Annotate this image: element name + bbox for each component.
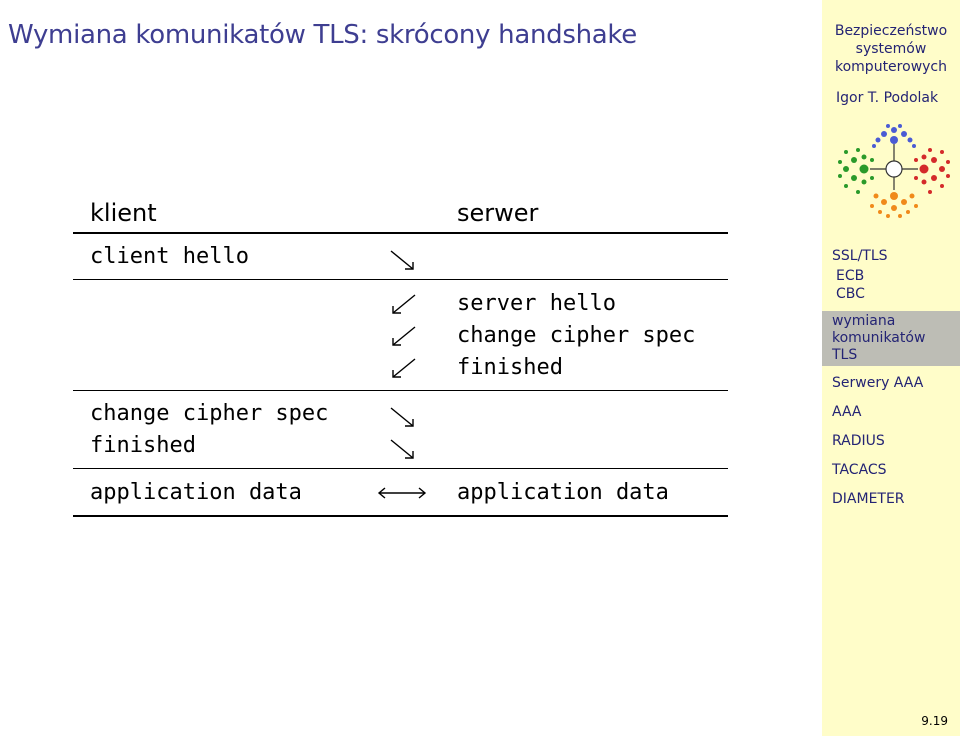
table-top-rule bbox=[73, 232, 728, 234]
arrow-to-server-icon bbox=[388, 248, 418, 272]
arrow-to-client-icon bbox=[388, 292, 418, 316]
client-message: client hello bbox=[90, 244, 249, 269]
server-message: finished bbox=[457, 355, 563, 380]
arrow-to-server-icon bbox=[388, 437, 418, 461]
nav-item-diameter[interactable]: DIAMETER bbox=[832, 491, 905, 507]
page-number: 9.19 bbox=[921, 714, 948, 728]
nav-item-tacacs[interactable]: TACACS bbox=[832, 462, 887, 478]
client-message: change cipher spec bbox=[90, 401, 329, 426]
header-server: serwer bbox=[457, 199, 539, 227]
bidirectional-arrow-icon bbox=[376, 483, 428, 503]
client-message: finished bbox=[90, 433, 196, 458]
server-message: change cipher spec bbox=[457, 323, 696, 348]
table-row-divider bbox=[73, 390, 728, 391]
server-message: application data bbox=[457, 480, 669, 505]
nav-item-wymiana-komunikatow-tls[interactable]: wymiana komunikatów TLS bbox=[832, 313, 926, 363]
arrow-to-client-icon bbox=[388, 356, 418, 380]
header-client: klient bbox=[90, 199, 157, 227]
course-title: Bezpieczeństwo systemów komputerowych bbox=[834, 23, 948, 75]
table-bottom-rule bbox=[73, 515, 728, 517]
table-row-divider bbox=[73, 468, 728, 469]
nav-item-cbc[interactable]: CBC bbox=[836, 286, 865, 302]
nav-item-radius[interactable]: RADIUS bbox=[832, 433, 885, 449]
client-message: application data bbox=[90, 480, 302, 505]
table-row-divider bbox=[73, 279, 728, 280]
arrow-to-client-icon bbox=[388, 324, 418, 348]
sidebar bbox=[822, 0, 960, 736]
server-message: server hello bbox=[457, 291, 616, 316]
nav-item-serwery-aaa[interactable]: Serwery AAA bbox=[832, 375, 924, 391]
university-tree-logo-icon bbox=[832, 122, 952, 222]
author-name: Igor T. Podolak bbox=[836, 90, 939, 106]
nav-item-ecb[interactable]: ECB bbox=[836, 268, 865, 284]
arrow-to-server-icon bbox=[388, 405, 418, 429]
nav-item-aaa[interactable]: AAA bbox=[832, 404, 862, 420]
nav-item-ssl-tls[interactable]: SSL/TLS bbox=[832, 248, 888, 264]
slide-title: Wymiana komunikatów TLS: skrócony handshake bbox=[8, 20, 637, 50]
